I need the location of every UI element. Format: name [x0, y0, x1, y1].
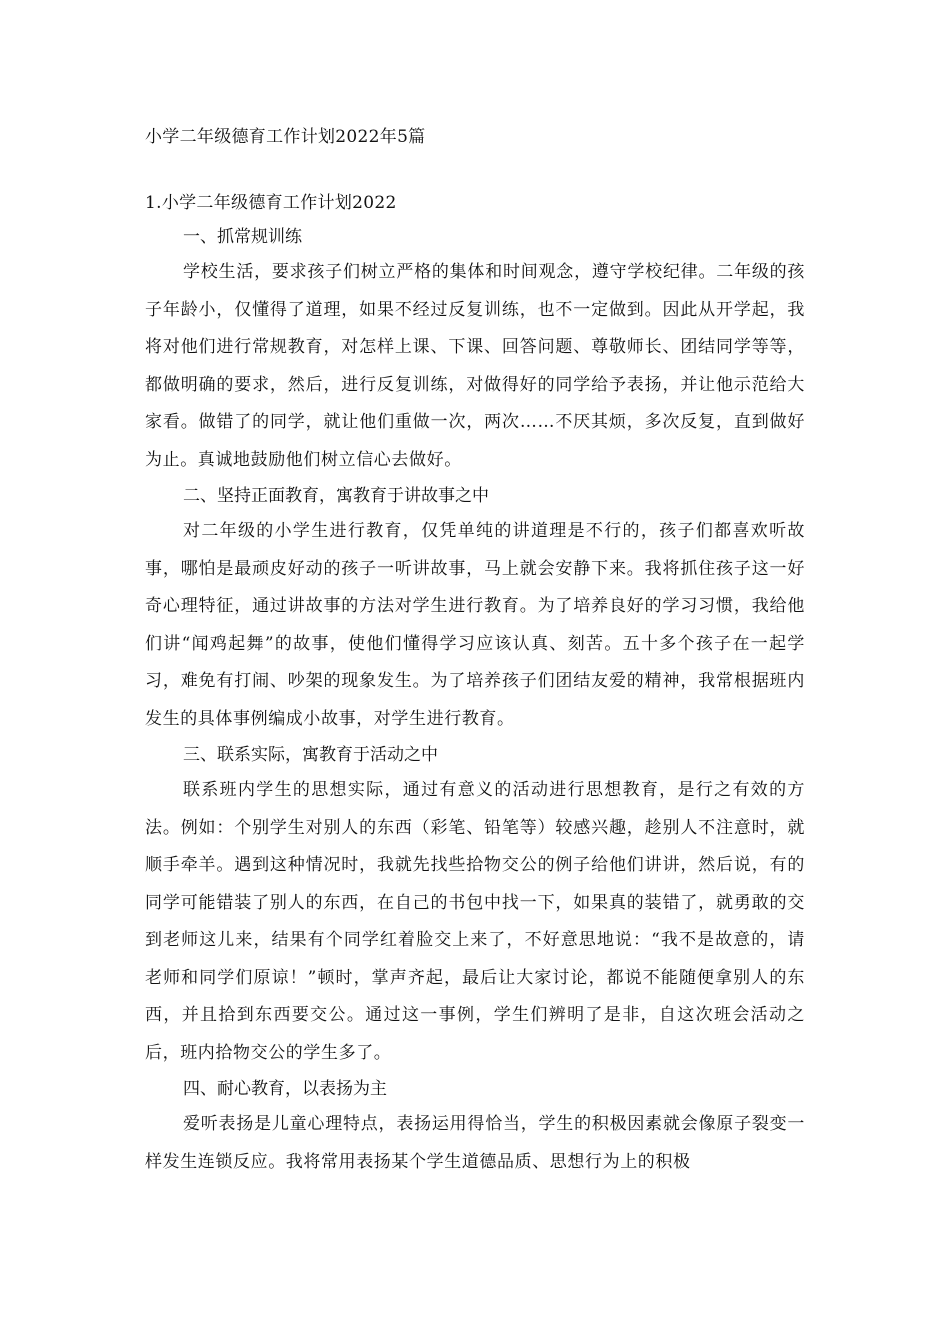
paragraph-practical-activities: 联系班内学生的思想实际，通过有意义的活动进行思想教育，是行之有效的方法。例如：个别学生对别人的东西（彩笔、铅笔等）较感兴趣，趁别人不注意时，就顺手牵羊。遇到这种情况时，我就先找些拾物交公的例子给他们讲讲，然后说，有的同学可能错装了别人的东西，在自己的书包中找一下，如果真的装错了，就勇敢的交到老师这儿来，结果有个同学红着脸交上来了，不好意思地说：“我不是故意的，请老师和同学们原谅！”顿时，掌声齐起，最后让大家讨论，都说不能随便拿别人的东西，并且拾到东西要交公。通过这一事例，学生们辨明了是非，自这次班会活动之后，班内拾物交公的学生多了。	[145, 780, 805, 1063]
paragraph-positive-education: 对二年级的小学生进行教育，仅凭单纯的讲道理是不行的，孩子们都喜欢听故事，哪怕是最顽皮好动的孩子一听讲故事，马上就会安静下来。我将抓住孩子这一好奇心理特征，通过讲故事的方法对学生进行教育。为了培养良好的学习习惯，我给他们讲“闻鸡起舞”的故事，使他们懂得学习应该认真、刻苦。五十多个孩子在一起学习，难免有打闹、吵架的现象发生。为了培养孩子们团结友爱的精神，我常根据班内发生的具体事例编成小故事，对学生进行教育。	[145, 521, 805, 729]
subheading-positive-education: 二、坚持正面教育，寓教育于讲故事之中	[183, 486, 489, 506]
document-title: 小学二年级德育工作计划2022年5篇	[145, 127, 426, 147]
section-title: 1.小学二年级德育工作计划2022	[145, 193, 397, 213]
document-body	[145, 120, 805, 1181]
subheading-routine-training: 一、抓常规训练	[183, 227, 302, 247]
subheading-patient-education: 四、耐心教育，以表扬为主	[183, 1079, 387, 1099]
paragraph-routine-training: 学校生活，要求孩子们树立严格的集体和时间观念，遵守学校纪律。二年级的孩子年龄小，仅懂得了道理，如果不经过反复训练，也不一定做到。因此从开学起，我将对他们进行常规教育，对怎样上课、下课、回答问题、尊敬师长、团结同学等等，都做明确的要求，然后，进行反复训练，对做得好的同学给予表扬，并让他示范给大家看。做错了的同学，就让他们重做一次，两次……不厌其烦，多次反复，直到做好为止。真诚地鼓励他们树立信心去做好。	[145, 262, 805, 470]
subheading-practical-activities: 三、联系实际，寓教育于活动之中	[183, 745, 438, 765]
paragraph-patient-education: 爱听表扬是儿童心理特点，表扬运用得恰当，学生的积极因素就会像原子裂变一样发生连锁反应。我将常用表扬某个学生道德品质、思想行为上的积极	[145, 1114, 805, 1172]
